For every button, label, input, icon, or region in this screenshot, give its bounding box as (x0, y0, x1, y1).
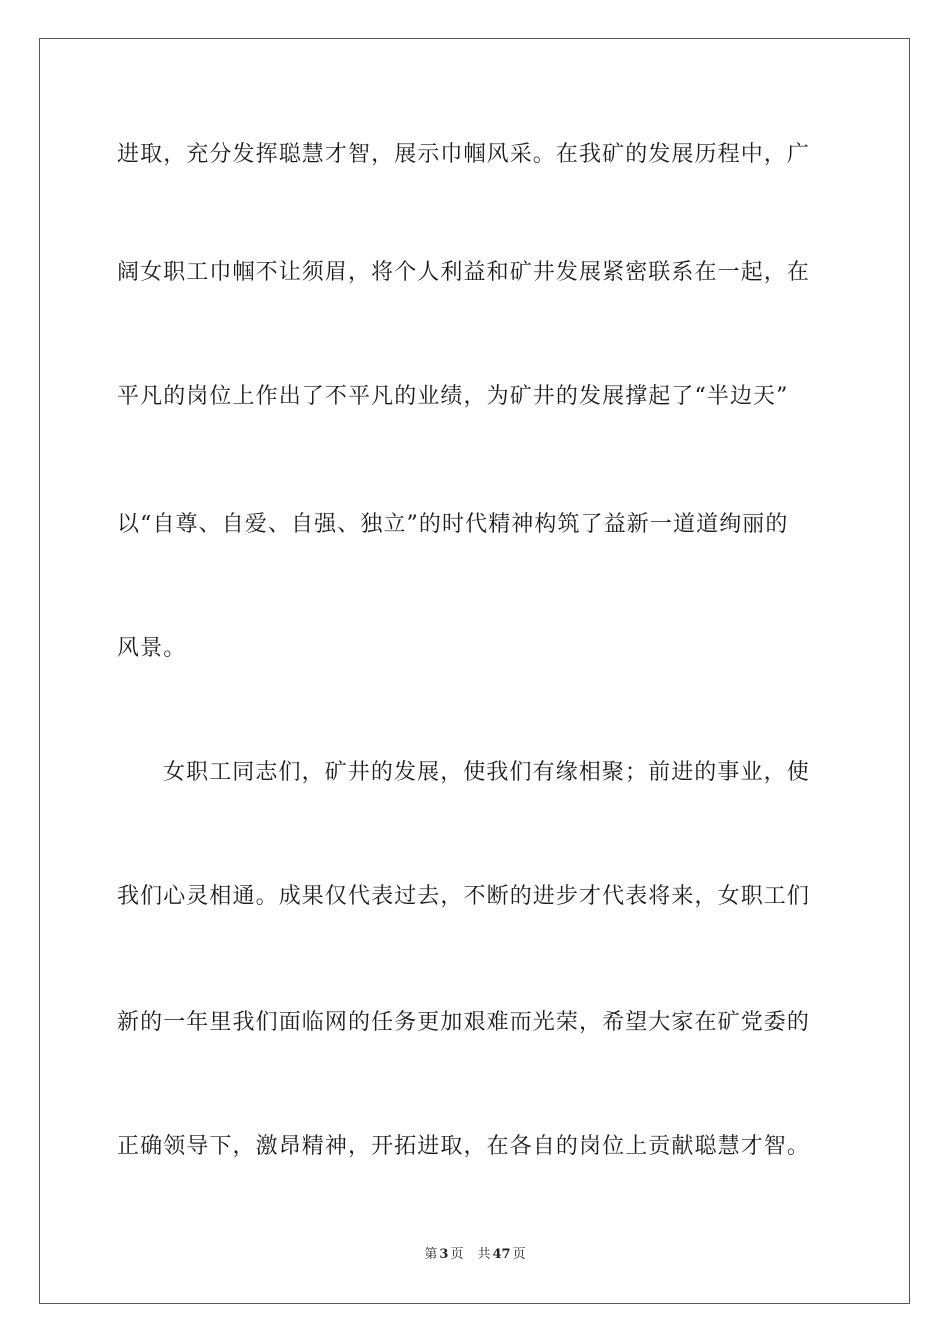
paragraph-first-line: 女职工同志们，矿井的发展，使我们有缘相聚；前进的事业，使 (163, 760, 810, 785)
body-text-line: 风景。 (117, 636, 187, 661)
page-footer (0, 1246, 950, 1264)
current-page-number: 3 (439, 1247, 449, 1262)
page-frame (39, 38, 910, 1304)
total-suffix: 页 (512, 1247, 526, 1262)
body-text-line: 正确领导下，激昂精神，开拓进取，在各自的岗位上贡献聪慧才智。 (117, 1134, 811, 1159)
body-text-line: 阔女职工巾帼不让须眉，将个人利益和矿井发展紧密联系在一起，在 (117, 260, 811, 285)
total-prefix: 共 (477, 1247, 491, 1262)
body-text-line: 进取，充分发挥聪慧才智，展示巾帼风采。在我矿的发展历程中，广 (117, 142, 811, 167)
body-text-line: 以“自尊、自爱、自强、独立”的时代精神构筑了益新一道道绚丽的 (117, 512, 789, 537)
page-suffix: 页 (450, 1247, 464, 1262)
body-text-line: 平凡的岗位上作出了不平凡的业绩，为矿井的发展撑起了“半边天” (117, 384, 789, 409)
total-pages-number: 47 (492, 1247, 511, 1262)
body-text-line: 我们心灵相通。成果仅代表过去，不断的进步才代表将来，女职工们 (117, 884, 811, 909)
body-text-line: 新的一年里我们面临网的任务更加艰难而光荣，希望大家在矿党委的 (117, 1010, 811, 1035)
page-prefix: 第 (424, 1247, 438, 1262)
